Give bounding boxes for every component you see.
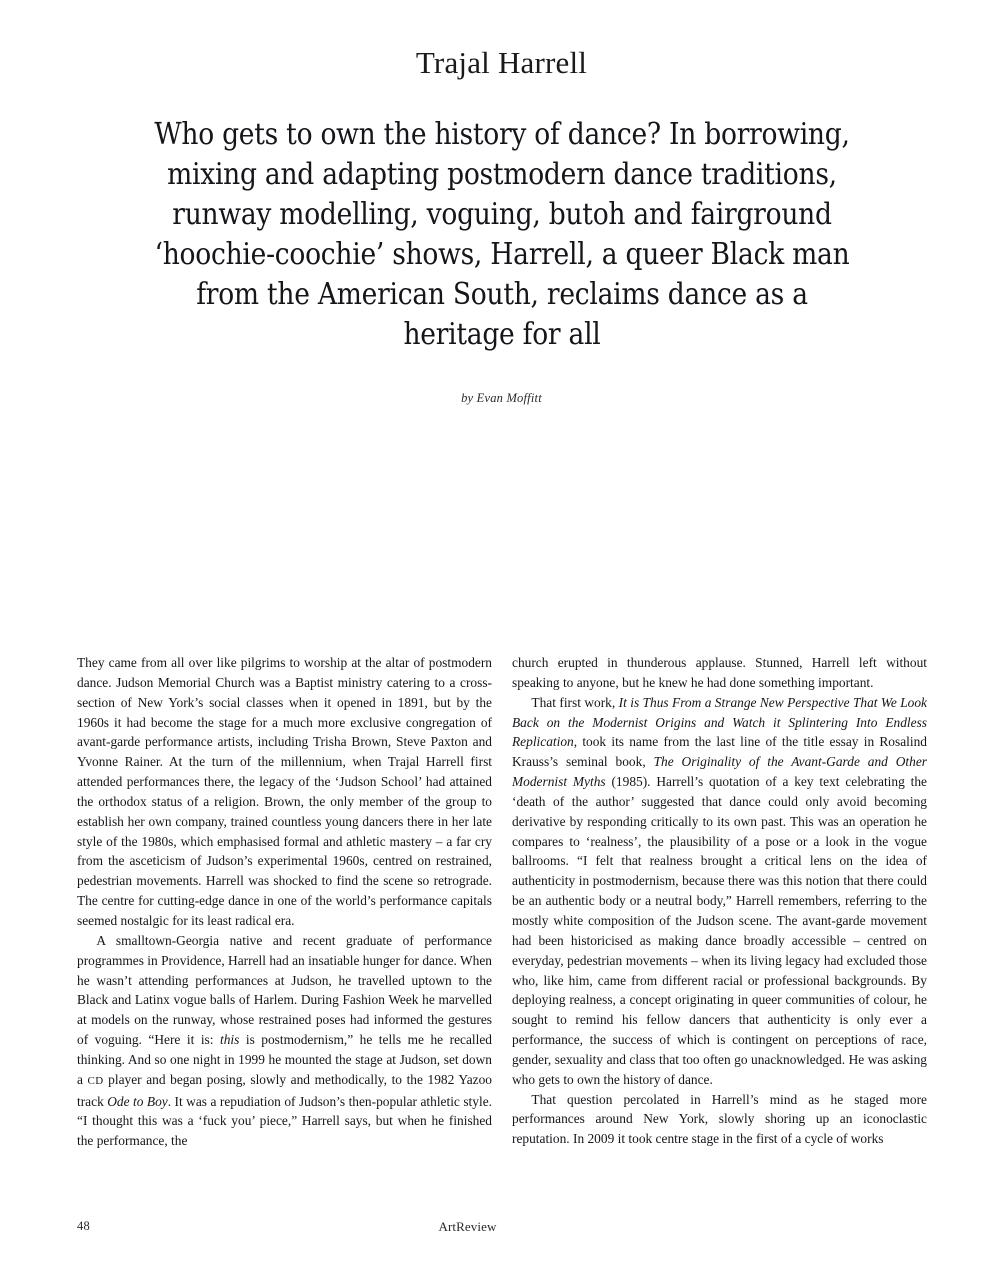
paragraph-text: player and began posing, slowly and methodically, to the 1982 Yazoo track: [77, 1071, 493, 1109]
paragraph-text: (1985). Harrell’s quotation of a key text celebrating the ‘death of the author’ suggested that dance could only avoid becoming derivative by responding critically to its own past. This was an operation he compares to ‘realness’, the plausibility of a pose or a look in the vogue ballrooms. “I felt that realness brought a critical lens on the idea of authenticity in postmodernism, because there was this notion that there could be an authentic body or a neutral body,” Harrell remembers, referring to the mostly white composition of the Judson scene. The avant-garde movement had been historicised as making dance broadly accessible – centred on everyday, pedestrian movements – when its living legacy had excluded those who, like him, came from different racial or professional backgrounds. By deploying realness, a concept originating in queer communities of colour, he sought to remind his fellow dancers that authenticity is only ever a performance, the success of which is contingent on perceptions of race, gender, sexuality and class that too often go unacknowledged. He was asking who gets to own the history of dance.: [512, 774, 927, 1087]
paragraph-text: That first work,: [531, 694, 619, 710]
emphasis-text: this: [219, 1032, 240, 1048]
work-title-text: Ode to Boy: [107, 1093, 168, 1109]
paragraph-text: , took its name from the last line of the title essay in Rosalind Krauss’s seminal book,: [512, 734, 927, 770]
article-header: [0, 0, 1003, 406]
paragraph: [512, 693, 927, 1090]
work-title-text: It is Thus From a Strange New Perspective That We Look Back on the Modernist Origins and Watch it Splintering Into Endless Replication: [512, 694, 927, 750]
paragraph-text: They came from all over like pilgrims to worship at the altar of postmodern dance. Judson Memorial Church was a Baptist ministry catering to a cross-section of New York’s social classes when it opened in 1891, but by the 1960s it had become the stage for a much more exclusive congregation of avant-garde performance artists, including Trisha Brown, Steve Paxton and Yvonne Rainer. At the turn of the millennium, when Trajal Harrell first attended performances there, the legacy of the ‘Judson School’ had attained the orthodox status of a religion. Brown, the only member of the group to establish her own company, trained countless young dancers there in her late style of the 1980s, which emphasised formal and athletic mastery – a far cry from the asceticism of Judson’s experimental 1960s, centred on restrained, pedestrian movements. Harrell was shocked to find the scene so retrograde. The centre for cutting-edge dance in one of the world’s performance capitals seemed nostalgic for its least radical era.: [77, 655, 492, 928]
paragraph-text: A smalltown-Georgia native and recent graduate of performance programmes in Providence, Harrell had an insatiable hunger for dance. When he wasn’t attending performances at Judson, he travelled uptown to the Black and Latinx vogue balls of Harlem. During Fashion Week he marvelled at models on the runway, whose restrained poses had informed the gestures of voguing. “Here it is:: [77, 932, 492, 1048]
standfirst: Who gets to own the history of dance? In borrowing, mixing and adapting postmodern dance traditions, runway modelling, voguing, butoh and fairground ‘hoochie-coochie’ shows, Harrell, a queer Black man from the American South, reclaims dance as a heritage for all: [153, 117, 850, 352]
paragraph-text: That question percolated in Harrell’s mind as he staged more performances around New York, slowly shoring up an iconoclastic reputation. In 2009 it took centre stage in the first of a cycle of works: [512, 1091, 927, 1147]
publication-name: ArtReview: [438, 1219, 497, 1234]
paragraph: [512, 653, 927, 693]
body-column-left: [77, 653, 492, 1151]
paragraph-text: church erupted in thunderous applause. Stunned, Harrell left without speaking to anyone, but he knew he had done something important.: [512, 655, 927, 690]
byline: by Evan Moffitt: [461, 391, 542, 406]
body-columns: [77, 653, 928, 1151]
paragraph-text: is postmodernism,” he tells me he recalled thinking. And so one night in 1999 he mounted the stage at Judson, set down a: [77, 1032, 492, 1087]
paragraph: [77, 931, 492, 1151]
page-footer: [77, 1219, 928, 1237]
paragraph: [77, 653, 492, 931]
paragraph-text: . It was a repudiation of Judson’s then-popular athletic style. “I thought this was a ‘fuck you’ piece,” Harrell says, but when he finished the performance, the: [77, 1093, 492, 1149]
paragraph: [512, 1090, 927, 1150]
body-column-right: [512, 653, 927, 1151]
page-number: 48: [77, 1219, 91, 1233]
page-title: Trajal Harrell: [415, 45, 588, 80]
book-title-text: The Originality of the Avant-Garde and Other Modernist Myths: [512, 754, 927, 790]
smallcaps-text: CD: [87, 1074, 104, 1087]
